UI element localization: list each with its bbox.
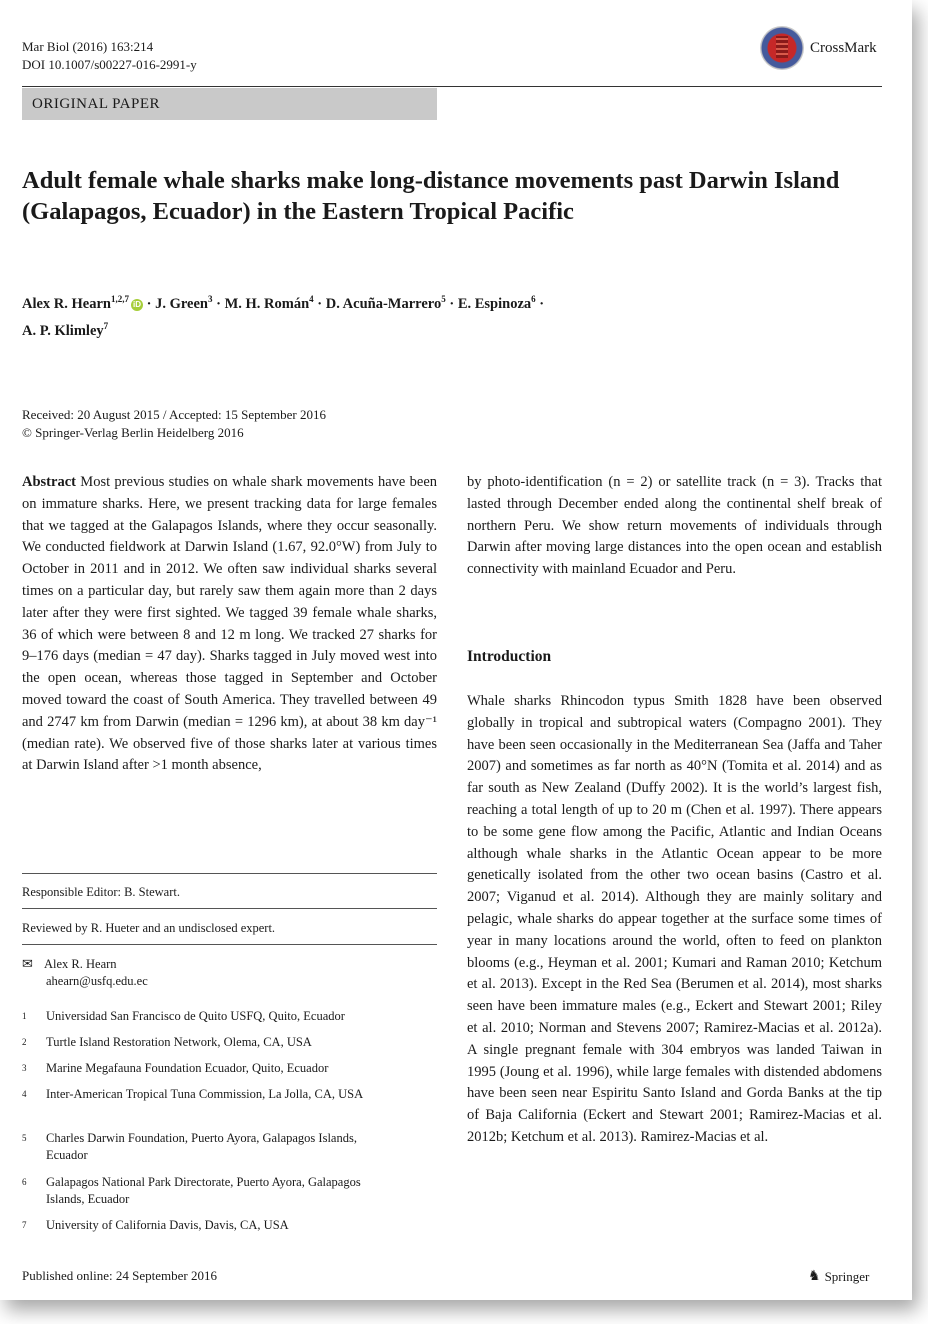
crossmark-badge[interactable] (760, 26, 877, 70)
abstract-text-continued: by photo-identification (n = 2) or satellite track (n = 3). Tracks that lasted through December ended along the continental shelf break of northern Peru. We show return movements of individuals through Darwin after moving large distances into the open ocean and establish connectivity with mainland Ecuador and Peru. (467, 474, 882, 578)
springer-horse-icon: ♞ (808, 1269, 821, 1284)
affiliation-number: 2 (22, 1037, 27, 1047)
author-sep: · (313, 295, 326, 312)
envelope-icon: ✉ (22, 956, 33, 971)
author-sep: · (535, 295, 545, 312)
affiliation (22, 1086, 402, 1103)
affiliation (22, 1174, 392, 1208)
citation-meta (22, 38, 197, 74)
footnote-rule (22, 944, 437, 945)
affiliation-number: 4 (22, 1089, 27, 1099)
affiliation-text: Marine Megafauna Foundation Ecuador, Quito, Ecuador (46, 1061, 329, 1075)
author-name[interactable]: E. Espinoza (457, 295, 532, 312)
crossmark-label: CrossMark (810, 39, 877, 56)
affiliation-number: 7 (22, 1220, 27, 1230)
author-affil-sup: 7 (103, 320, 109, 331)
introduction-heading: Introduction (467, 648, 552, 665)
affiliation-text: Galapagos National Park Directorate, Puerto Ayora, Galapagos Islands, Ecuador (46, 1175, 361, 1206)
introduction-text: Whale sharks Rhincodon typus Smith 1828 have been observed globally in tropical and subtropical waters (Compagno 2001). They have been seen occasionally in the Mediterranean Sea (Jaffa and Taher 2007) and sometimes as far north as 40°N (Tomita et al. 2014) and as far south as New Zealand (Duffy 2002). It is the world’s largest fish, reaching a total length of up to 20 m (Chen et al. 1997). There appears to be some gene flow among the Pacific, Atlantic and Indian Oceans although whale sharks in the Atlantic Ocean appear to be more genetically isolated from the other two ocean basins (Castro et al. 2007; Viganud et al. 2014). Although they are mainly solitary and pelagic, whale sharks do appear together at the surface some times of year in many locations around the world, often to feed on plankton blooms (e.g., Heyman et al. 2001; Kumari and Raman 2010; Ketchum et al. 2013). Except in the Red Sea (Berumen et al. 2014), most sharks seen have been immature males (e.g., Eckert and Stewart 2001; Riley et al. 2010; Norman and Stevens 2007; Ramirez-Macias et al. 2012a). A single pregnant female with 304 embryos was landed Taiwan in 1995 (Joung et al. 1996), while large females with distended abdomens have been seen near Espiritu Santo Island and Gorda Banks at the tip of Baja California (Eckert and Stewart 2001; Ramirez-Macias et al. 2012b; Ketchum et al. 2013). Ramirez-Macias et al. (467, 693, 882, 1145)
reviewers-note: Reviewed by R. Hueter and an undisclosed expert. (22, 921, 276, 935)
footnote-rule (22, 908, 437, 909)
author-name[interactable]: A. P. Klimley (22, 322, 104, 339)
affiliation-text: Inter-American Tropical Tuna Commission, La Jolla, CA, USA (46, 1087, 364, 1101)
author-name[interactable]: M. H. Román (224, 295, 310, 312)
copyright: © Springer-Verlag Berlin Heidelberg 2016 (22, 425, 244, 440)
responsible-editor: Responsible Editor: B. Stewart. (22, 885, 180, 899)
author-name[interactable]: D. Acuña-Marrero (325, 295, 442, 312)
published-online: Published online: 24 September 2016 (22, 1268, 217, 1283)
header-rule (22, 86, 882, 87)
affiliation-number: 1 (22, 1011, 27, 1021)
footnote-rule (22, 873, 437, 874)
corr-name: Alex R. Hearn (44, 957, 117, 971)
article-dates (22, 406, 326, 442)
author-affil-sup: 3 (207, 294, 213, 304)
received-accepted: Received: 20 August 2015 / Accepted: 15 September 2016 (22, 407, 326, 422)
affiliation-text: Universidad San Francisco de Quito USFQ, Quito, Ecuador (46, 1009, 345, 1023)
author-list (22, 288, 882, 342)
corr-email[interactable]: ahearn@usfq.edu.ec (46, 974, 148, 988)
author-affil-sup: 5 (441, 294, 446, 304)
author-affil-sup: 1,2,7 (111, 294, 129, 304)
affiliation (22, 1034, 437, 1051)
author-sep: · (143, 295, 156, 312)
affiliation-number: 6 (22, 1177, 27, 1187)
article-title: Adult female whale sharks make long-distance movements past Darwin Island (Galapagos, Ecuador) in the Eastern Tropical Pacific (22, 167, 840, 225)
abstract-right (467, 472, 882, 581)
crossmark-icon (760, 26, 804, 70)
publisher-name: Springer (824, 1268, 870, 1284)
affiliation-number: 3 (22, 1063, 27, 1073)
author-affil-sup: 6 (531, 294, 536, 304)
author-name[interactable]: J. Green (155, 295, 208, 312)
introduction-body (467, 691, 882, 1149)
affiliation-number: 5 (22, 1133, 27, 1143)
affiliation-text: University of California Davis, Davis, CA, USA (46, 1218, 289, 1232)
abstract-label: Abstract (22, 474, 76, 490)
affiliation (22, 1217, 437, 1234)
abstract-text: Most previous studies on whale shark movements have been on immature sharks. Here, we present tracking data for large females that we tagged at the Galapagos Islands, where they occur seasonally. We conducted fieldwork at Darwin Island (1.67, 92.0°W) from July to October in 2011 and in 2012. We often saw individual sharks several times on a particular day, but rarely saw them again more than 2 days later after they were first sighted. We tagged 39 female whale sharks, 36 of which were between 8 and 12 m long. We tracked 27 sharks for 9–176 days (median = 47 day). Sharks tagged in July moved west into the open ocean, whereas those tagged in September and October moved toward the coast of South America. They travelled between 49 and 2747 km from Darwin (median = 1296 km), at about 38 km day⁻¹ (median rate). We observed five of those sharks later at various times at Darwin Island after >1 month absence, (22, 474, 438, 774)
orcid-icon[interactable]: iD (133, 299, 141, 309)
affiliation-text: Turtle Island Restoration Network, Olema, CA, USA (46, 1035, 312, 1049)
author-sep: · (212, 295, 225, 312)
affiliation-text: Charles Darwin Foundation, Puerto Ayora, Galapagos Islands, Ecuador (46, 1131, 357, 1162)
publisher-mark[interactable] (808, 1268, 869, 1285)
author-name[interactable]: Alex R. Hearn (22, 295, 111, 312)
corresponding-author (22, 955, 148, 990)
affiliation (22, 1008, 437, 1025)
doi-link[interactable]: DOI 10.1007/s00227-016-2991-y (22, 57, 197, 72)
section-badge: ORIGINAL PAPER (22, 88, 437, 120)
journal-citation: Mar Biol (2016) 163:214 (22, 39, 154, 54)
affiliation (22, 1060, 437, 1077)
affiliation (22, 1130, 382, 1164)
abstract-left (22, 472, 437, 777)
author-affil-sup: 4 (309, 294, 314, 304)
author-sep: · (445, 295, 458, 312)
